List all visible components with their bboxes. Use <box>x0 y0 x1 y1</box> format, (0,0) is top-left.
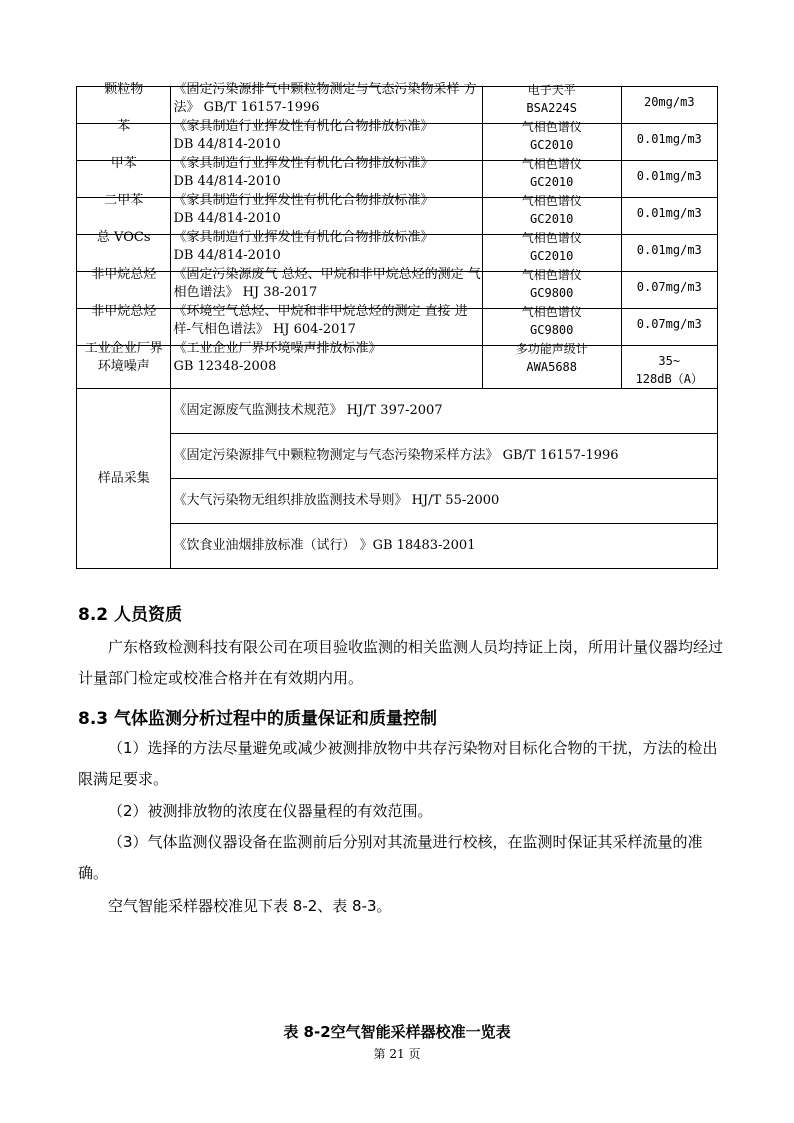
pollutant-cell-text: 工业企业厂界 环境噪声 <box>84 341 163 374</box>
pollutant-cell-text: 甲苯 <box>110 156 137 171</box>
instrument-cell-text: 气相色谱仪 GC2010 <box>521 120 582 152</box>
detection-limit-cell-text: 0.01mg/m3 <box>636 169 702 183</box>
method-cell <box>171 341 482 389</box>
detection-limit-cell-text: 20mg/m3 <box>643 95 695 109</box>
method-cell-text: 《固定污染源废气 总烃、甲烷和非甲烷总烃的测定 气相色谱法》 HJ 38-2017 <box>173 267 481 300</box>
pollutant-cell-text: 二甲苯 <box>104 193 144 208</box>
sampling-standard: 《饮食业油烟排放标准（试行） 》GB 18483-2001 <box>171 524 718 569</box>
sampling-standard: 《大气污染物无组织排放监测技术导则》 HJ/T 55-2000 <box>171 479 718 524</box>
sampling-row <box>77 479 718 524</box>
detection-limit-cell-text: 0.01mg/m3 <box>636 132 702 146</box>
instrument-cell <box>482 342 621 389</box>
instrument-cell-text: 气相色谱仪 GC2010 <box>521 194 582 226</box>
qc-paragraph-4: 空气智能采样器校准见下表 8-2、表 8-3。 <box>108 897 392 915</box>
qc-paragraph-3: （3）气体监测仪器设备在监测前后分别对其流量进行校核，在监测时保证其采样流量的准确。 <box>78 833 703 882</box>
detection-limit-cell <box>621 272 717 309</box>
detection-limit-cell <box>621 235 717 272</box>
detection-limit-cell <box>621 309 717 346</box>
instrument-cell-text: 电子天平 BSA224S <box>526 83 577 115</box>
detection-limit-cell-text: 0.07mg/m3 <box>636 280 702 294</box>
detection-limit-cell-text: 35~ 128dB（A） <box>635 354 703 386</box>
pollutant-cell-text: 总 VOCs <box>96 230 151 245</box>
detection-limit-cell <box>621 161 717 198</box>
instrument-cell-text: 气相色谱仪 GC9800 <box>521 305 582 337</box>
method-cell-text: 《工业企业厂界环境噪声排放标准》 GB 12348-2008 <box>173 341 382 374</box>
pollutant-cell-text: 非甲烷总烃 <box>91 304 157 319</box>
pollutant-cell-text: 颗粒物 <box>104 82 144 97</box>
sampling-label: 样品采集 <box>77 389 171 569</box>
section-8-2-paragraph: 广东格致检测科技有限公司在项目验收监测的相关监测人员均持证上岗，所用计量仪器均经过计量部门检定或校准合格并在有效期内用。 <box>78 638 724 687</box>
detection-limit-cell <box>621 346 717 389</box>
method-cell-text: 《家具制造行业挥发性有机化合物排放标准》 DB 44/814-2010 <box>173 230 434 263</box>
detection-limit-cell <box>621 124 717 161</box>
instrument-cell-text: 多功能声级计 AWA5688 <box>515 342 588 374</box>
instrument-cell-text: 气相色谱仪 GC9800 <box>521 268 582 300</box>
pollutant-cell <box>77 341 171 389</box>
section-heading-8-3: 8.3 气体监测分析过程中的质量保证和质量控制 <box>78 709 438 729</box>
sampling-standard: 《固定污染源排气中颗粒物测定与气态污染物采样方法》 GB/T 16157-1996 <box>171 434 718 479</box>
detection-limit-cell-text: 0.01mg/m3 <box>636 243 702 257</box>
detection-limit-cell <box>621 198 717 235</box>
method-cell-text: 《固定污染源排气中颗粒物测定与气态污染物采样 方法》 GB/T 16157-1996 <box>173 82 477 115</box>
pollutant-cell-text: 非甲烷总烃 <box>91 267 157 282</box>
method-cell-text: 《家具制造行业挥发性有机化合物排放标准》 DB 44/814-2010 <box>173 193 434 226</box>
method-cell-text: 《环境空气总烃、甲烷和非甲烷总烃的测定 直接 进样-气相色谱法》 HJ 604-2017 <box>173 304 468 337</box>
monitoring-methods-table <box>76 82 718 569</box>
method-cell-text: 《家具制造行业挥发性有机化合物排放标准》 DB 44/814-2010 <box>173 156 434 189</box>
qc-paragraph-2: （2）被测排放物的浓度在仪器量程的有效范围。 <box>108 802 433 820</box>
sampling-row <box>77 524 718 569</box>
detection-limit-cell-text: 0.07mg/m3 <box>636 317 702 331</box>
detection-limit-cell-text: 0.01mg/m3 <box>636 206 702 220</box>
method-cell-text: 《家具制造行业挥发性有机化合物排放标准》 DB 44/814-2010 <box>173 119 434 152</box>
qc-paragraph-1: （1）选择的方法尽量避免或减少被测排放物中共存污染物对目标化合物的干扰，方法的检出限满足要求。 <box>78 739 718 788</box>
table-caption: 表 8-2空气智能采样器校准一览表 <box>283 1023 511 1041</box>
instrument-cell-text: 气相色谱仪 GC2010 <box>521 157 582 189</box>
detection-limit-cell <box>621 87 717 124</box>
table-row <box>77 346 718 389</box>
sampling-row <box>77 389 718 434</box>
page-number: 第 21 页 <box>373 1047 421 1061</box>
sampling-standard: 《固定源废气监测技术规范》 HJ/T 397-2007 <box>171 389 718 434</box>
section-heading-8-2: 8.2 人员资质 <box>78 605 183 625</box>
table-body <box>77 82 718 569</box>
pollutant-cell-text: 苯 <box>117 119 131 134</box>
sampling-row <box>77 434 718 479</box>
instrument-cell-text: 气相色谱仪 GC2010 <box>521 231 582 263</box>
